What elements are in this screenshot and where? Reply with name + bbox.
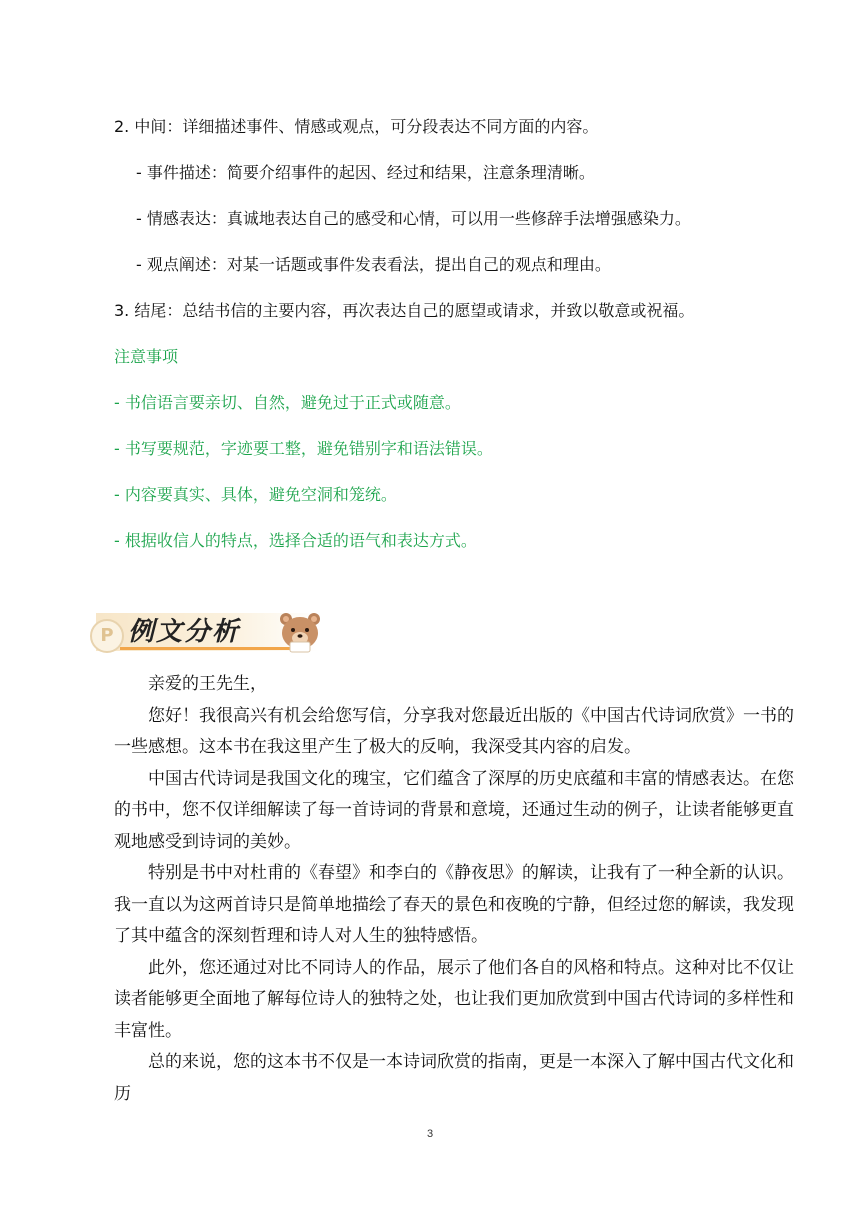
page-number: 3 bbox=[426, 1128, 434, 1140]
structure-item-middle: 2. 中间：详细描述事件、情感或观点，可分段表达不同方面的内容。 bbox=[114, 117, 599, 136]
letter-paragraph: 中国古代诗词是我国文化的瑰宝，它们蕴含了深厚的历史底蕴和丰富的情感表达。在您的书中，您不仅详细解读了每一首诗词的背景和意境，还通过生动的例子，让读者能够更直观地感受到诗词的美妙。 bbox=[114, 768, 794, 852]
structure-subitem-emotion: - 情感表达：真诚地表达自己的感受和心情，可以用一些修辞手法增强感染力。 bbox=[136, 209, 691, 228]
note-item: - 书信语言要亲切、自然，避免过于正式或随意。 bbox=[114, 393, 461, 412]
note-item: - 书写要规范，字迹要工整，避免错别字和语法错误。 bbox=[114, 439, 493, 458]
letter-body bbox=[114, 669, 794, 1110]
note-item: - 根据收信人的特点，选择合适的语气和表达方式。 bbox=[114, 531, 477, 550]
letter-salutation: 亲爱的王先生， bbox=[148, 674, 267, 694]
structure-subitem-opinion: - 观点阐述：对某一话题或事件发表看法，提出自己的观点和理由。 bbox=[136, 255, 611, 274]
letter-paragraph: 您好！我很高兴有机会给您写信，分享我对您最近出版的《中国古代诗词欣赏》一书的一些感想。这本书在我这里产生了极大的反响，我深受其内容的启发。 bbox=[114, 705, 794, 757]
note-item: - 内容要真实、具体，避免空洞和笼统。 bbox=[114, 485, 397, 504]
letter-paragraph: 总的来说，您的这本书不仅是一本诗词欣赏的指南，更是一本深入了解中国古代文化和历 bbox=[114, 1052, 794, 1104]
banner-title: 例文分析 bbox=[128, 617, 241, 647]
notes-heading: 注意事项 bbox=[114, 347, 179, 366]
banner-badge-icon: P bbox=[90, 619, 124, 653]
bear-icon bbox=[276, 609, 324, 653]
letter-paragraph: 特别是书中对杜甫的《春望》和李白的《静夜思》的解读，让我有了一种全新的认识。我一直以为这两首诗只是简单地描绘了春天的景色和夜晚的宁静，但经过您的解读，我发现了其中蕴含的深刻哲理和诗人对人生的独特感悟。 bbox=[114, 863, 794, 946]
structure-subitem-event: - 事件描述：简要介绍事件的起因、经过和结果，注意条理清晰。 bbox=[136, 163, 595, 182]
section-banner bbox=[80, 605, 320, 653]
letter-paragraph: 此外，您还通过对比不同诗人的作品，展示了他们各自的风格和特点。这种对比不仅让读者能够更全面地了解每位诗人的独特之处，也让我们更加欣赏到中国古代诗词的多样性和丰富性。 bbox=[114, 957, 794, 1041]
structure-item-ending: 3. 结尾：总结书信的主要内容，再次表达自己的愿望或请求，并致以敬意或祝福。 bbox=[114, 301, 695, 320]
